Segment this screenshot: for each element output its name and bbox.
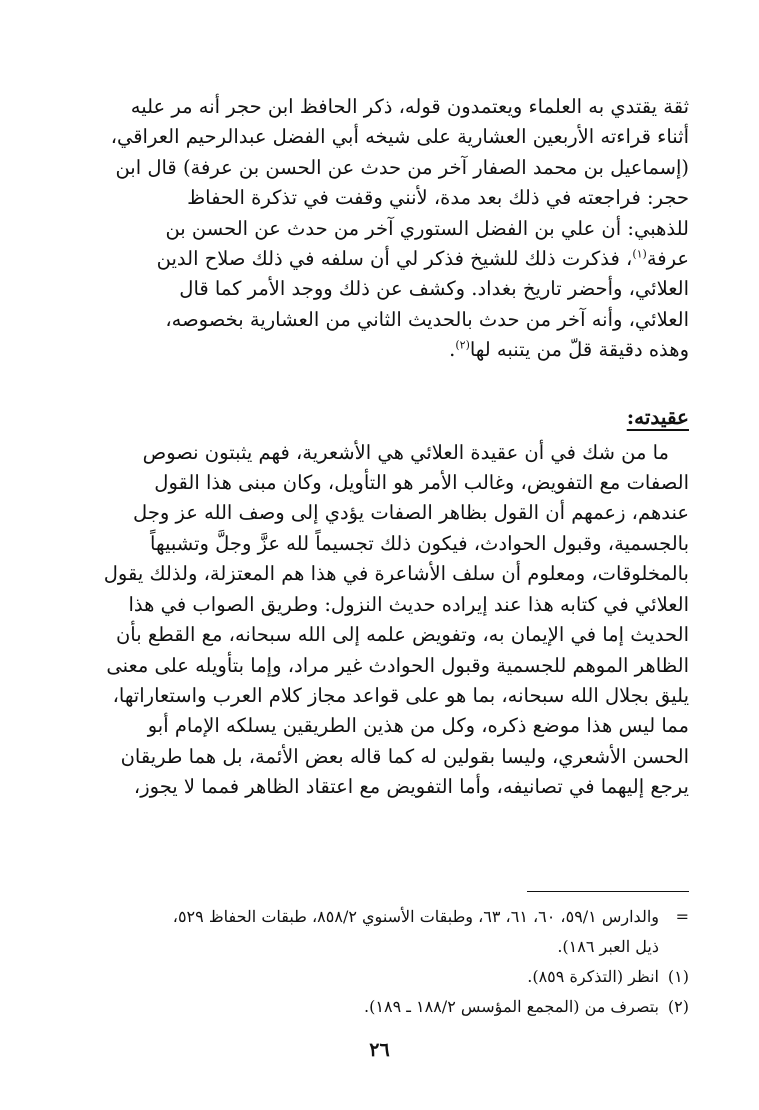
- footnote-continuation-line: [76, 932, 689, 962]
- footnotes: [76, 902, 689, 1022]
- footnote-2: [76, 992, 689, 1022]
- text-line: يرجع إليهما في تصانيفه، وأما التفويض مع اعتقاد الظاهر فمما لا يجوز،: [133, 775, 689, 799]
- main-text: [76, 92, 689, 803]
- section-heading: عقيدته:: [626, 404, 689, 429]
- paragraph-biography: [76, 92, 689, 366]
- page-number: ٢٦: [369, 1039, 390, 1061]
- text-line: العلائي، وأحضر تاريخ بغداد. وكشف عن ذلك ووجد الأمر كما قال: [179, 277, 689, 301]
- text-line: عندهم، زعمهم أن القول بظاهر الصفات يؤدي إلى وصف الله عز وجل: [133, 501, 689, 525]
- footnote-text: بتصرف من (المجمع المؤسس ١٨٨/٢ ـ ١٨٩).: [364, 997, 659, 1016]
- text-line: عرفة$^{(١)}$، فذكرت ذلك للشيخ فذكر لي أن سلفه في ذلك صلاح الدين: [156, 247, 689, 271]
- footnote-text: انظر (التذكرة ٨٥٩).: [527, 967, 659, 986]
- continuation-mark: =: [675, 907, 689, 926]
- footnote-number: (١): [667, 967, 689, 986]
- text-line: بالمخلوقات، ومعلوم أن سلف الأشاعرة في هذا هم المعتزلة، ولذلك يقول: [103, 562, 689, 586]
- text-line: العلائي في كتابه هذا عند إيراده حديث النزول: وطريق الصواب في هذا: [128, 592, 689, 616]
- text-line: الحديث إما في الإيمان به، وتفويض علمه إلى الله سبحانه، مع القطع بأن: [115, 623, 689, 647]
- text-line: الحسن الأشعري، وليسا بقولين له كما قاله بعض الأئمة، بل هما طريقان: [120, 744, 689, 768]
- footnote-continuation: [76, 902, 689, 932]
- text-line: وهذه دقيقة قلّ من يتنبه لها$^{(٢)}$.: [449, 338, 689, 362]
- footnote-text: والدارس ٥٩/١، ٦٠، ٦١، ٦٣، وطبقات الأسنوي ٨٥٨/٢، طبقات الحفاظ ٥٢٩،: [172, 907, 659, 926]
- footnote-text: ذيل العبر ١٨٦).: [557, 937, 659, 956]
- footnote-ref-2: (٢): [455, 338, 470, 352]
- text-line: ما من شك في أن عقيدة العلائي هي الأشعرية، فهم يثبتون نصوص: [142, 440, 669, 464]
- text-line: مما ليس هذا موضع ذكره، وكل من هذين الطريقين يسلكه الإمام أبو: [147, 714, 689, 738]
- footnote-number: (٢): [667, 997, 689, 1016]
- text-line: بالجسمية، وقبول الحوادث، فيكون ذلك تجسيماً لله عزَّ وجلَّ وتشبيهاً: [150, 531, 689, 555]
- paragraph-creed: [76, 438, 689, 803]
- text-line: يليق بجلال الله سبحانه، بما هو على قواعد مجاز كلام العرب واستعاراتها،: [112, 683, 689, 707]
- footnote-1: [76, 962, 689, 992]
- footnote-ref-1: (١): [632, 247, 647, 261]
- text-line: الصفات مع التفويض، وغالب الأمر هو التأويل، وكان مبنى هذا القول: [154, 471, 689, 495]
- text-line: أثناء قراءته الأربعين العشارية على شيخه أبي الفضل عبدالرحيم العراقي،: [110, 125, 689, 149]
- text-line: (إسماعيل بن محمد الصفار آخر من حدث عن الحسن بن عرفة) قال ابن: [115, 155, 689, 179]
- footnote-divider: [527, 891, 689, 892]
- text-line: الظاهر الموهم للجسمية وقبول الحوادث غير مراد، وإما بتأويله على معنى: [106, 653, 689, 677]
- text-line: العلائي، وأنه آخر من حدث بالحديث الثاني من العشارية بخصوصه،: [165, 307, 689, 331]
- text-line: للذهبي: أن علي بن الفضل الستوري آخر من حدث عن الحسن بن: [165, 216, 689, 240]
- text-line: حجر: فراجعته في ذلك بعد مدة، لأنني وقفت في تذكرة الحفاظ: [187, 186, 689, 210]
- text-line: ثقة يقتدي به العلماء ويعتمدون قوله، ذكر الحافظ ابن حجر أنه مر عليه: [130, 95, 689, 118]
